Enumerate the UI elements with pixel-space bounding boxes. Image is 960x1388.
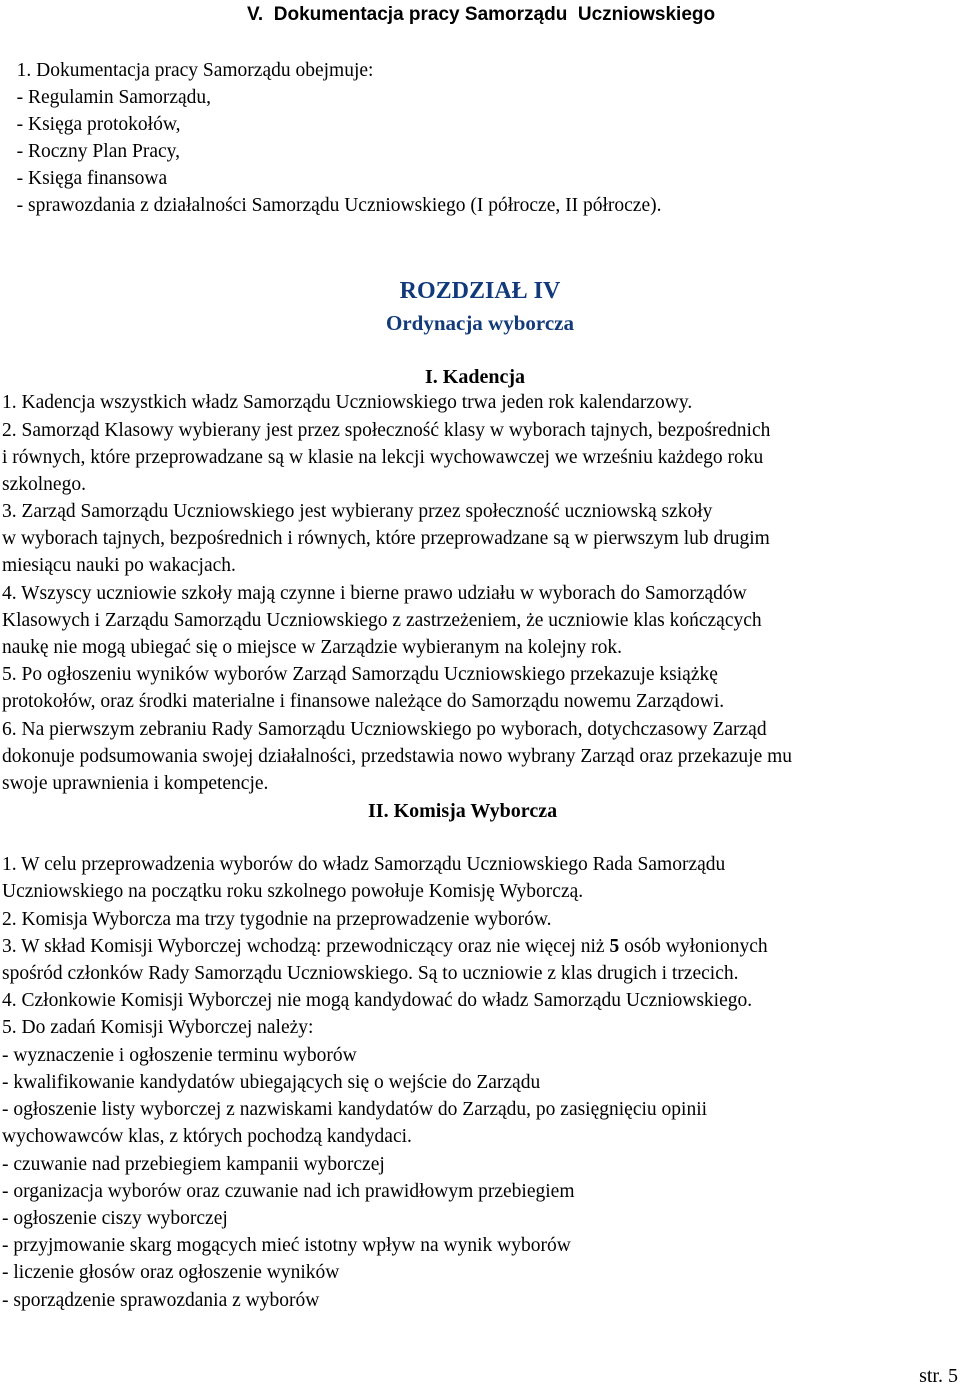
- doc-line: - Roczny Plan Pracy,: [2, 141, 180, 162]
- kadencja-line: dokonuje podsumowania swojej działalności, przedstawia nowo wybrany Zarząd oraz przekazuje mu: [2, 746, 793, 767]
- doc-line: - Księga finansowa: [2, 168, 168, 189]
- komisja-line: spośród członków Rady Samorządu Uczniowskiego. Są to uczniowie z klas drugich i trzecich.: [2, 963, 739, 984]
- kadencja-line: 4. Wszyscy uczniowie szkoły mają czynne i bierne prawo udziału w wyborach do Samorządów: [2, 583, 747, 604]
- kadencja-line: 3. Zarząd Samorządu Uczniowskiego jest wybierany przez społeczność uczniowską szkoły: [2, 501, 713, 522]
- kadencja-heading: I. Kadencja: [425, 366, 525, 388]
- kadencja-line: Klasowych i Zarządu Samorządu Uczniowskiego z zastrzeżeniem, że uczniowie klas kończących: [2, 610, 762, 631]
- chapter-title: ROZDZIAŁ IV: [399, 278, 561, 304]
- doc-line: - Regulamin Samorządu,: [2, 87, 212, 108]
- komisja-line: 4. Członkowie Komisji Wyborczej nie mogą kandydować do władz Samorządu Uczniowskiego.: [2, 990, 753, 1011]
- kadencja-line: swoje uprawnienia i kompetencje.: [2, 773, 269, 794]
- kadencja-line: 6. Na pierwszym zebraniu Rady Samorządu Uczniowskiego po wyborach, dotychczasowy Zarząd: [2, 719, 767, 740]
- chapter-subtitle: Ordynacja wyborcza: [385, 311, 574, 335]
- komisja-line-3-after: osób wyłonionych: [619, 936, 768, 957]
- kadencja-line: 2. Samorząd Klasowy wybierany jest przez społeczność klasy w wyborach tajnych, bezpośrednich: [2, 420, 771, 441]
- komisja-list-item: - wyznaczenie i ogłoszenie terminu wyborów: [2, 1045, 357, 1066]
- komisja-line-3-number: 5: [609, 936, 620, 957]
- doc-line: - Księga protokołów,: [2, 114, 181, 135]
- kadencja-line: 1. Kadencja wszystkich władz Samorządu Uczniowskiego trwa jeden rok kalendarzowy.: [2, 392, 693, 413]
- komisja-list-item: wychowawców klas, z których pochodzą kandydaci.: [2, 1126, 412, 1147]
- page-number: str. 5: [919, 1365, 958, 1387]
- kadencja-line: 5. Po ogłoszeniu wyników wyborów Zarząd Samorządu Uczniowskiego przekazuje książkę: [2, 664, 718, 685]
- section-heading: V. Dokumentacja pracy Samorządu Uczniowskiego: [247, 4, 716, 25]
- komisja-list-item: - kwalifikowanie kandydatów ubiegających się o wejście do Zarządu: [2, 1072, 541, 1093]
- kadencja-line: protokołów, oraz środki materialne i finansowe należące do Samorządu nowemu Zarządowi.: [2, 691, 725, 712]
- komisja-line-3: [2, 933, 768, 960]
- komisja-line: 1. W celu przeprowadzenia wyborów do władz Samorządu Uczniowskiego Rada Samorządu: [2, 854, 726, 875]
- komisja-list-item: - ogłoszenie listy wyborczej z nazwiskami kandydatów do Zarządu, po zasięgnięciu opinii: [2, 1099, 708, 1120]
- komisja-list-item: - organizacja wyborów oraz czuwanie nad ich prawidłowym przebiegiem: [2, 1181, 575, 1202]
- kadencja-line: i równych, które przeprowadzane są w klasie na lekcji wychowawczej we wrześniu każdego roku: [2, 447, 764, 468]
- doc-line: - sprawozdania z działalności Samorządu Uczniowskiego (I półrocze, II półrocze).: [2, 195, 662, 216]
- komisja-line: 2. Komisja Wyborcza ma trzy tygodnie na przeprowadzenie wyborów.: [2, 909, 552, 930]
- komisja-list-item: - sporządzenie sprawozdania z wyborów: [2, 1290, 320, 1311]
- kadencja-line: miesiącu nauki po wakacjach.: [2, 555, 236, 576]
- kadencja-line: w wyborach tajnych, bezpośrednich i równych, które przeprowadzane są w pierwszym lub drugim: [2, 528, 770, 549]
- komisja-list-item: - ogłoszenie ciszy wyborczej: [2, 1208, 228, 1229]
- komisja-line-3-before: 3. W skład Komisji Wyborczej wchodzą: przewodniczący oraz nie więcej niż: [2, 936, 610, 957]
- kadencja-line: szkolnego.: [2, 474, 86, 495]
- komisja-line: Uczniowskiego na początku roku szkolnego powołuje Komisję Wyborczą.: [2, 881, 584, 902]
- doc-line: 1. Dokumentacja pracy Samorządu obejmuje:: [2, 60, 374, 81]
- kadencja-line: naukę nie mogą ubiegać się o miejsce w Zarządzie wybieranym na kolejny rok.: [2, 637, 622, 658]
- komisja-line: 5. Do zadań Komisji Wyborczej należy:: [2, 1017, 314, 1038]
- komisja-heading: II. Komisja Wyborcza: [368, 800, 558, 822]
- komisja-list-item: - przyjmowanie skarg mogących mieć istotny wpływ na wynik wyborów: [2, 1235, 571, 1256]
- komisja-list-item: - liczenie głosów oraz ogłoszenie wyników: [2, 1262, 340, 1283]
- komisja-list-item: - czuwanie nad przebiegiem kampanii wyborczej: [2, 1154, 385, 1175]
